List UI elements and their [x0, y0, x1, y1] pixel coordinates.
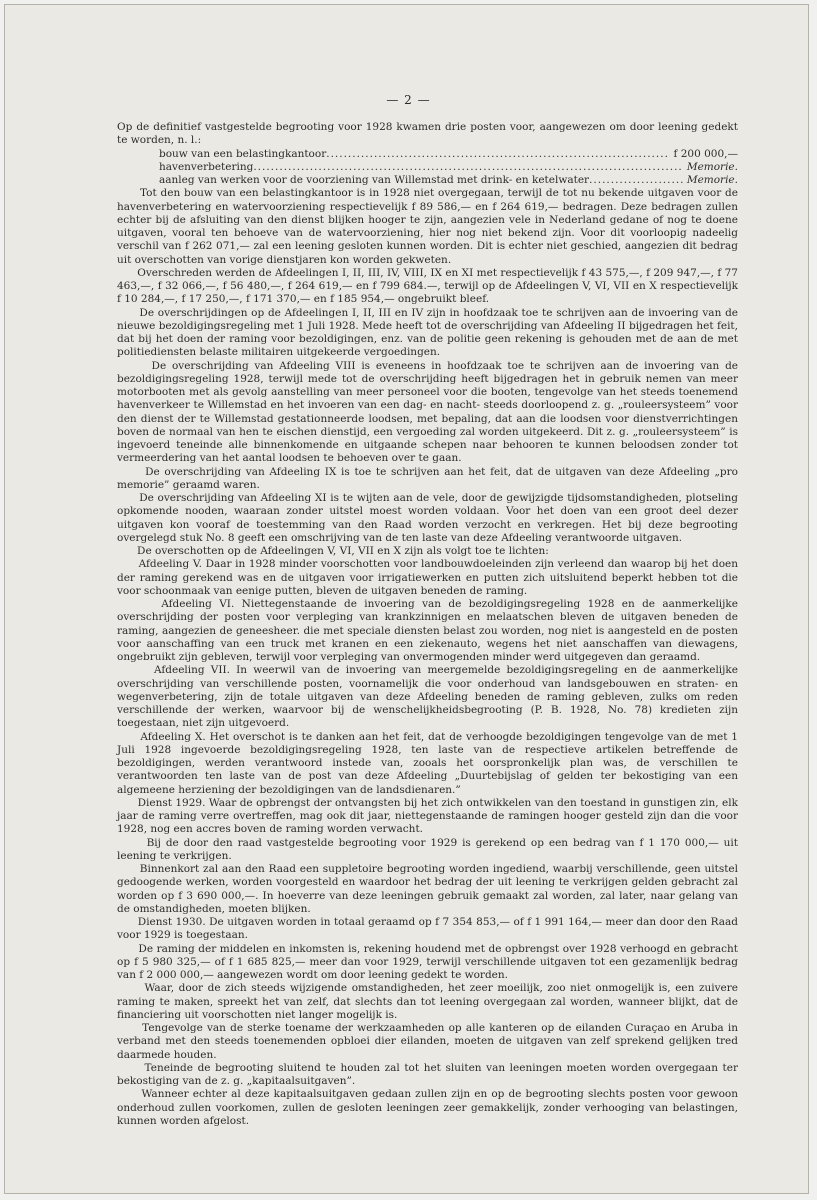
- post-label: bouw van een belastingkantoor: [159, 147, 327, 160]
- paragraph: Overschreden werden de Afdeelingen I, II, III, IV, VIII, IX en XI met respectievelijk f 43 575,—, f 209 947,—, f 77 463,—, f 32 066,—, f 56 480,—, f 264 619,— en f 799 684.—, terwijl op de Afdeelingen V, VI, VII en X respectievelijk f 10 284,—, f 17 250,—, f 171 370,— en f 185 954,— ongebruikt bleef.: [117, 266, 738, 306]
- paragraph: Binnenkort zal aan den Raad een suppletoire begrooting worden ingediend, waarbij verschillende, geen uitstel gedoogende werken, worden voorgesteld en waardoor het bedrag der uit leening te verkrijgen gelden gebracht zal worden op f 3 690 000,—. In hoeverre van deze leeningen gebruik gemaakt zal worden, zal later, naar gelang van de omstandigheden, moeten blijken.: [117, 863, 738, 915]
- post-amount: Memorie.: [686, 174, 738, 186]
- paragraph: Wanneer echter al deze kapitaalsuitgaven gedaan zullen zijn en op de begrooting slechts posten voor gewoon onderhoud zullen voorkomen, zullen de gesloten leeningen zeer gemakkelijk, zonder verhooging van belastingen, kunnen worden afgelost.: [117, 1088, 738, 1127]
- post-label: havenverbetering: [159, 160, 254, 173]
- list-item-watervoorziening: [117, 174, 738, 187]
- paragraph: De overschrijding van Afdeeling VIII is eveneens in hoofdzaak toe te schrijven aan de invoering van de bezoldigingsregeling 1928, terwijl mede tot de overschrijding heeft bijgedragen het in gebruik nemen van meer motorbooten met als gevolg aanstelling van meer personeel voor die booten, tengevolge van het steeds toenemend havenverkeer te Willemstad en het invoeren van een dag- en nacht- steeds doorloopend z. g. „rouleersysteem” voor den dienst der te Willemstad gestationneerde loodsen, met bepaling, dat aan die loodsen voor dienstverrichtingen boven de normaal van hen te eischen dienstijd, een vergoeding zal worden uitgekeerd. Dit z. g. „rouleersysteem” is ingevoerd teneinde alle binnenkomende en uitgaande schepen naar behooren te kunnen beloodsen zonder tot vermeerdering van het aantal loodsen te behoeven over te gaan.: [117, 359, 738, 465]
- paragraph: De overschrijdingen op de Afdeelingen I, II, III en IV zijn in hoofdzaak toe te schrijven aan de invoering van de nieuwe bezoldigingsregeling met 1 Juli 1928. Mede heeft tot de overschrijding van Afdeeling II bijgedragen het feit, dat bij het doen der raming voor bezoldigingen, enz. van de politie geen rekening is gehouden met de aan de met politiediensten belaste militairen uitgekeerde vergoedingen.: [117, 306, 738, 359]
- leader-dots: [589, 174, 683, 187]
- leader-dots: [326, 148, 669, 161]
- paragraph: Dienst 1929. Waar de opbrengst der ontvangsten bij het zich ontwikkelen van den toestand in gunstigen zin, elk jaar de raming verre overtreffen, mag ook dit jaar, niettegenstaande de ramingen hooger gesteld zijn dan die voor 1928, nog een accres boven de raming worden verwacht.: [117, 796, 738, 836]
- paragraph: Bij de door den raad vastgestelde begrooting voor 1929 is gerekend op een bedrag van f 1 170 000,— uit leening te verkrijgen.: [117, 836, 738, 862]
- list-item-havenverbetering: [117, 161, 738, 174]
- post-amount: f 200 000,—: [673, 147, 738, 160]
- list-item-belastingkantoor: [117, 148, 738, 161]
- intro-paragraph: Op de definitief vastgestelde begrooting voor 1928 kwamen drie posten voor, aangewezen om door leening gedekt te worden, n. l.:: [117, 121, 738, 147]
- paragraph: De overschotten op de Afdeelingen V, VI, VII en X zijn als volgt toe te lichten:: [117, 545, 549, 557]
- paragraph: De raming der middelen en inkomsten is, rekening houdend met de opbrengst over 1928 verhoogd en gebracht op f 5 980 325,— of f 1 685 825,— meer dan voor 1929, terwijl verschillende uitgaven tot een gezamenlijk bedrag van f 2 000 000,— aangewezen wordt om door leening gedekt te worden.: [117, 942, 738, 981]
- paragraph: Tot den bouw van een belastingkantoor is in 1928 niet overgegaan, terwijl de tot nu bekende uitgaven voor de havenverbetering en watervoorziening respectievelijk f 89 586,— en f 264 619,— bedragen. Deze bedragen zullen echter bij de afsluiting van den dienst blijken hooger te zijn, aangezien vele in Nederland gedane of nog te doene uitgaven, vooral ten behoeve van de watervoorziening, hier nog niet bekend zijn. Voor dit voorloopig nadeelig verschil van f 262 071,— zal een leening gesloten kunnen worden. Dit is echter niet geschied, aangezien dit bedrag uit overschotten van vorige dienstjaren kon worden gekweten.: [117, 187, 738, 266]
- paragraph: Teneinde de begrooting sluitend te houden zal tot het sluiten van leeningen moeten worden overgegaan ter bekostiging van de z. g. „kapitaalsuitgaven”.: [117, 1061, 738, 1087]
- paragraph: Afdeeling V. Daar in 1928 minder voorschotten voor landbouwdoeleinden zijn verleend dan waarop bij het doen der raming gerekend was en de uitgaven voor irrigatiewerken en putten zich uitsluitend beperkt hebben tot die voor schoonmaak van eenige putten, bleven de uitgaven beneden de raming.: [117, 558, 738, 597]
- paragraph: De overschrijding van Afdeeling IX is toe te schrijven aan het feit, dat de uitgaven van deze Afdeeling „pro memorie” geraamd waren.: [117, 465, 738, 491]
- document-body: [117, 121, 738, 1128]
- page-number: — 2 —: [386, 93, 431, 107]
- paragraph: De overschrijding van Afdeeling XI is te wijten aan de vele, door de gewijzigde tijdsomstandigheden, plotseling opkomende nooden, waaraan zonder uitstel moest worden voldaan. Voor het doen van een groot deel dezer uitgaven kon vooraf de toestemming van den Raad worden verzocht en verkregen. Het bij deze begrooting overgelegd stuk No. 8 geeft een omschrijving van de ten laste van deze Afdeeling verantwoorde uitgaven.: [117, 492, 738, 544]
- post-label: aanleg van werken voor de voorziening van Willemstad met drink- en ketelwater: [159, 174, 590, 186]
- paragraph: Afdeeling VII. In weerwil van de invoering van meergemelde bezoldigingsregeling en de aanmerkelijke overschrijding van verschillende posten, voornamelijk die voor onderhoud van landsgebouwen en straten- en wegenverbetering, zijn de totale uitgaven van deze Afdeeling beneden de raming gebleven, zulks om reden verschillende der werken, waarvoor bij de wenschelijkheidsbegrooting (P. B. 1928, No. 78) kredieten zijn toegestaan, niet zijn uitgevoerd.: [117, 664, 738, 730]
- paragraph: Afdeeling VI. Niettegenstaande de invoering van de bezoldigingsregeling 1928 en de aanmerkelijke overschrijding der posten voor verpleging van krankzinnigen en melaatschen bleven de uitgaven beneden de raming, aangezien de geneesheer. die met speciale diensten belast zou worden, nog niet is aangesteld en de posten voor aanschaffing van een truck met kranen en een ziekenauto, wegens het niet aanschaffen van diewagens, ongebruikt zijn gebleven, terwijl voor verpleging van onvermogenden minder werd uitgegeven dan geraamd.: [117, 598, 738, 663]
- paragraph: Waar, door de zich steeds wijzigende omstandigheden, het zeer moeilijk, zoo niet onmogelijk is, een zuivere raming te maken, spreekt het van zelf, dat slechts dan tot leening overgegaan zal worden, wanneer blijkt, dat de financiering uit voorschotten niet langer mogelijk is.: [117, 982, 738, 1021]
- paragraph: Afdeeling X. Het overschot is te danken aan het feit, dat de verhoogde bezoldigingen tengevolge van de met 1 Juli 1928 ingevoerde bezoldigingsregeling 1928, ten laste van de respectieve artikelen betreffende de bezoldigingen, werden verantwoord instede van, zooals het oorspronkelijk plan was, de verschillen te verantwoorden ten laste van de post van deze Afdeeling „Duurtebijslag of gelden ter bekostiging van een algemeene herziening der bezoldigingen van de landsdienaren.”: [117, 730, 738, 796]
- paragraph: Dienst 1930. De uitgaven worden in totaal geraamd op f 7 354 853,— of f 1 991 164,— meer dan door den Raad voor 1929 is toegestaan.: [117, 916, 738, 942]
- leader-dots: [253, 161, 682, 174]
- post-amount: Memorie.: [686, 160, 738, 173]
- paragraph: Tengevolge van de sterke toename der werkzaamheden op alle kanteren op de eilanden Curaçao en Aruba in verband met den steeds toenemenden opbloei dier eilanden, moeten de uitgaven van zelf sprekend gelijken tred daarmede houden.: [117, 1022, 738, 1061]
- paragraph-list: [117, 187, 738, 1128]
